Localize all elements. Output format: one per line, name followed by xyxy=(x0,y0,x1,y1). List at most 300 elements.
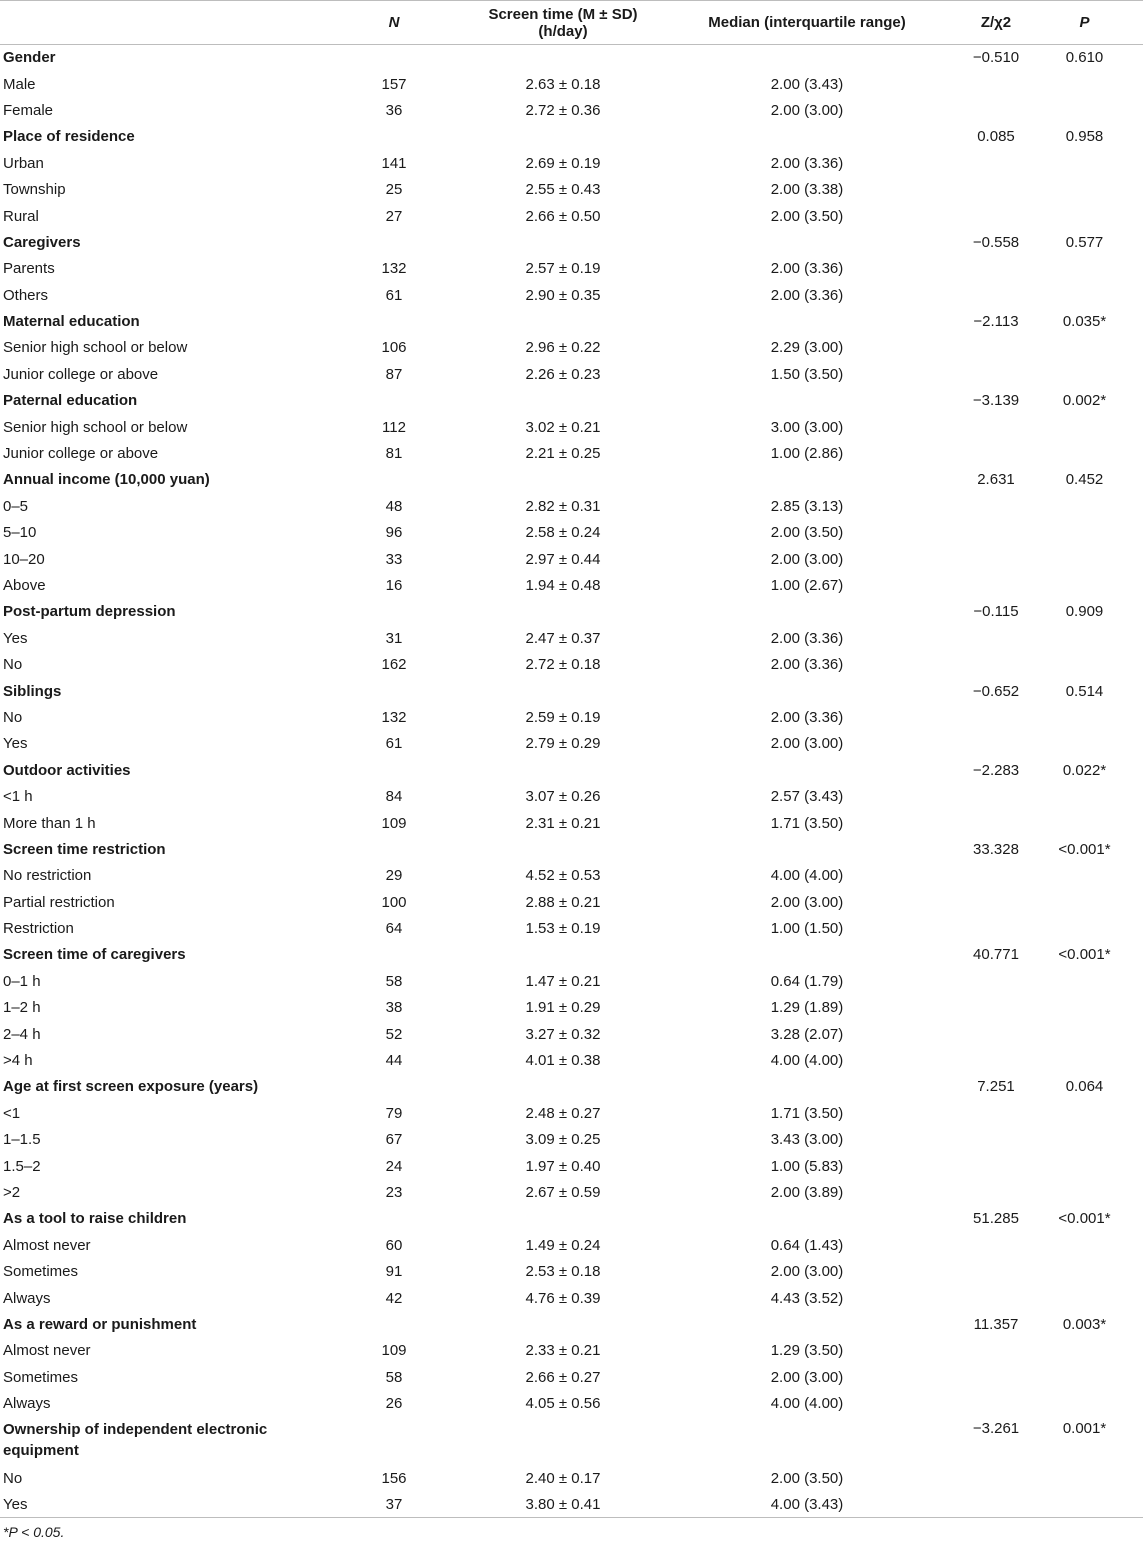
cell-mean-sd xyxy=(478,678,648,704)
cell-p-value xyxy=(1026,176,1143,202)
cell-z-chi2: −2.113 xyxy=(973,313,1019,331)
row-label: 0–1 h xyxy=(3,972,41,990)
cell-median-iqr: 2.00 (3.50) xyxy=(770,1469,844,1487)
row-label: More than 1 h xyxy=(3,814,96,832)
table-row xyxy=(0,203,1143,229)
table-group-row xyxy=(0,467,1143,493)
table-group-row xyxy=(0,229,1143,255)
cell-mean-sd: 3.07 ± 0.26 xyxy=(525,788,601,806)
cell-median-iqr xyxy=(648,678,966,704)
cell-mean-sd: 1.49 ± 0.24 xyxy=(525,1236,601,1254)
cell-mean-sd: 2.88 ± 0.21 xyxy=(525,893,601,911)
cell-median-iqr: 2.00 (3.00) xyxy=(770,101,844,119)
cell-median-iqr: 2.00 (3.89) xyxy=(770,1183,844,1201)
cell-mean-sd: 2.26 ± 0.23 xyxy=(525,365,601,383)
table-group-row xyxy=(0,1206,1143,1232)
cell-median-iqr: 1.71 (3.50) xyxy=(770,814,844,832)
cell-mean-sd: 2.57 ± 0.19 xyxy=(525,260,601,278)
cell-median-iqr: 1.50 (3.50) xyxy=(770,365,844,383)
table-row xyxy=(0,282,1143,308)
table-row xyxy=(0,1021,1143,1047)
cell-median-iqr: 4.00 (3.43) xyxy=(648,1491,966,1517)
cell-z-chi2: −0.115 xyxy=(973,603,1019,621)
table-group-row xyxy=(0,388,1143,414)
cell-n: 38 xyxy=(385,999,403,1017)
cell-z-chi2: 2.631 xyxy=(977,471,1015,489)
row-label: Annual income (10,000 yuan) xyxy=(3,471,210,489)
cell-median-iqr: 3.28 (2.07) xyxy=(770,1025,844,1043)
row-label: Sometimes xyxy=(3,1368,79,1386)
cell-n xyxy=(310,467,478,493)
header-screen-time: Screen time (M ± SD) (h/day) xyxy=(478,1,648,45)
cell-n: 67 xyxy=(385,1131,403,1149)
row-label: <1 h xyxy=(3,788,33,806)
header-p: P xyxy=(1026,1,1143,45)
cell-median-iqr: 4.00 (4.00) xyxy=(770,1395,844,1413)
cell-mean-sd: 2.72 ± 0.36 xyxy=(525,101,601,119)
cell-mean-sd: 2.82 ± 0.31 xyxy=(525,497,601,515)
cell-p-value xyxy=(1026,1232,1143,1258)
table-row xyxy=(0,520,1143,546)
row-label: 1.5–2 xyxy=(3,1157,41,1175)
cell-median-iqr: 2.00 (3.43) xyxy=(770,75,844,93)
cell-mean-sd: 1.91 ± 0.29 xyxy=(525,999,601,1017)
cell-z-chi2 xyxy=(966,520,1026,546)
cell-z-chi2 xyxy=(966,493,1026,519)
cell-z-chi2 xyxy=(966,97,1026,123)
cell-z-chi2 xyxy=(966,1100,1026,1126)
cell-z-chi2: 11.357 xyxy=(973,1315,1019,1333)
cell-median-iqr xyxy=(648,1417,966,1465)
cell-n: 61 xyxy=(385,735,403,753)
cell-p-value xyxy=(1026,493,1143,519)
cell-n xyxy=(310,942,478,968)
cell-mean-sd: 2.33 ± 0.21 xyxy=(525,1342,601,1360)
row-label: Sometimes xyxy=(3,1263,79,1281)
table-row xyxy=(0,731,1143,757)
cell-median-iqr: 1.71 (3.50) xyxy=(770,1104,844,1122)
table-row xyxy=(0,625,1143,651)
cell-median-iqr: 1.00 (2.67) xyxy=(770,577,844,594)
row-label: >2 xyxy=(3,1183,21,1201)
cell-median-iqr: 2.00 (3.00) xyxy=(770,1368,844,1386)
cell-n xyxy=(310,388,478,414)
cell-p-value xyxy=(1026,1021,1143,1047)
cell-n: 37 xyxy=(310,1491,478,1517)
cell-p-value: 0.958 xyxy=(1065,128,1104,146)
cell-median-iqr: 2.29 (3.00) xyxy=(770,339,844,357)
cell-p-value: 0.035* xyxy=(1062,313,1107,331)
table-row xyxy=(0,1179,1143,1205)
cell-median-iqr: 1.00 (1.50) xyxy=(770,920,844,938)
table-row xyxy=(0,995,1143,1021)
cell-n: 91 xyxy=(385,1263,403,1281)
table-row xyxy=(0,1465,1143,1491)
cell-mean-sd xyxy=(478,599,648,625)
cell-z-chi2 xyxy=(966,783,1026,809)
row-label: No xyxy=(3,1469,23,1487)
row-label: 1–1.5 xyxy=(3,1131,41,1149)
cell-mean-sd: 2.59 ± 0.19 xyxy=(525,708,601,726)
cell-mean-sd: 2.58 ± 0.24 xyxy=(525,524,601,542)
row-label: Yes xyxy=(3,735,28,753)
table-row xyxy=(0,915,1143,941)
cell-z-chi2 xyxy=(966,1127,1026,1153)
table-row xyxy=(0,1364,1143,1390)
cell-median-iqr xyxy=(648,45,966,71)
cell-p-value xyxy=(1026,863,1143,889)
cell-mean-sd: 2.66 ± 0.50 xyxy=(525,207,601,225)
cell-median-iqr: 2.00 (3.50) xyxy=(770,207,844,225)
cell-mean-sd: 1.97 ± 0.40 xyxy=(525,1157,601,1175)
cell-p-value xyxy=(1026,1364,1143,1390)
cell-p-value xyxy=(1026,783,1143,809)
cell-z-chi2 xyxy=(966,1285,1026,1311)
cell-n: 132 xyxy=(381,708,407,726)
cell-p-value: 0.452 xyxy=(1065,471,1104,489)
cell-n xyxy=(310,1074,478,1100)
table-row xyxy=(0,1153,1143,1179)
cell-p-value xyxy=(1026,440,1143,466)
cell-mean-sd xyxy=(478,45,648,71)
cell-z-chi2: 33.328 xyxy=(973,840,1019,858)
cell-mean-sd: 2.31 ± 0.21 xyxy=(525,814,601,832)
cell-n: 31 xyxy=(385,629,403,647)
header-median: Median (interquartile range) xyxy=(648,1,966,45)
cell-n: 16 xyxy=(385,577,403,594)
table-group-row xyxy=(0,1074,1143,1100)
cell-n: 23 xyxy=(385,1183,403,1201)
cell-mean-sd xyxy=(478,1074,648,1100)
cell-n: 36 xyxy=(385,101,403,119)
cell-z-chi2 xyxy=(966,572,1026,598)
row-label: Rural xyxy=(3,207,39,225)
table-row xyxy=(0,256,1143,282)
cell-mean-sd xyxy=(478,1206,648,1232)
cell-mean-sd xyxy=(478,836,648,862)
cell-mean-sd: 2.67 ± 0.59 xyxy=(525,1183,601,1201)
cell-p-value xyxy=(1026,1127,1143,1153)
cell-p-value: 0.610 xyxy=(1065,49,1104,67)
cell-z-chi2 xyxy=(966,150,1026,176)
table-group-row xyxy=(0,599,1143,625)
row-label: Senior high school or below xyxy=(3,339,188,357)
cell-p-value xyxy=(1026,256,1143,282)
row-label: Yes xyxy=(3,629,28,647)
row-label: Maternal education xyxy=(3,313,140,331)
cell-p-value xyxy=(1026,1390,1143,1416)
row-label: Township xyxy=(3,181,66,199)
cell-mean-sd: 3.27 ± 0.32 xyxy=(525,1025,601,1043)
cell-mean-sd: 2.79 ± 0.29 xyxy=(525,735,601,753)
row-label: Urban xyxy=(3,154,44,172)
cell-n xyxy=(310,757,478,783)
cell-p-value xyxy=(1026,1047,1143,1073)
cell-median-iqr: 4.00 (4.00) xyxy=(770,867,844,885)
table-row xyxy=(0,1100,1143,1126)
cell-n: 84 xyxy=(385,788,403,806)
row-label: Place of residence xyxy=(3,128,135,146)
cell-z-chi2: −3.139 xyxy=(972,392,1020,410)
cell-z-chi2 xyxy=(966,915,1026,941)
cell-z-chi2 xyxy=(966,968,1026,994)
row-label: Siblings xyxy=(3,682,62,700)
row-label: Post-partum depression xyxy=(3,603,176,621)
cell-n: 24 xyxy=(385,1157,403,1175)
cell-n: 48 xyxy=(385,497,403,515)
table-group-row xyxy=(0,124,1143,150)
cell-z-chi2: 40.771 xyxy=(973,946,1019,964)
cell-p-value xyxy=(1026,704,1143,730)
table-body xyxy=(0,45,1143,1518)
cell-median-iqr xyxy=(648,124,966,150)
cell-mean-sd: 2.47 ± 0.37 xyxy=(525,629,601,647)
cell-z-chi2 xyxy=(966,414,1026,440)
cell-p-value xyxy=(1026,546,1143,572)
cell-mean-sd: 4.05 ± 0.56 xyxy=(525,1395,601,1413)
cell-mean-sd xyxy=(478,388,648,414)
cell-n xyxy=(310,1417,478,1465)
cell-z-chi2 xyxy=(966,1153,1026,1179)
cell-n: 96 xyxy=(385,524,403,542)
cell-median-iqr: 1.00 (2.86) xyxy=(770,445,844,463)
table-row xyxy=(0,1127,1143,1153)
cell-p-value: 0.064 xyxy=(1065,1078,1104,1096)
cell-mean-sd: 3.02 ± 0.21 xyxy=(525,418,601,436)
row-label: Caregivers xyxy=(3,233,81,251)
table-row xyxy=(0,71,1143,97)
cell-p-value: <0.001* xyxy=(1058,1210,1111,1228)
cell-p-value xyxy=(1026,97,1143,123)
cell-z-chi2 xyxy=(966,1021,1026,1047)
cell-z-chi2 xyxy=(966,731,1026,757)
table-group-row xyxy=(0,757,1143,783)
cell-n: 58 xyxy=(385,1368,403,1386)
cell-n: 26 xyxy=(385,1395,403,1413)
cell-mean-sd: 4.76 ± 0.39 xyxy=(525,1289,601,1307)
cell-z-chi2: −0.558 xyxy=(972,233,1020,251)
table-row xyxy=(0,1338,1143,1364)
cell-mean-sd: 2.63 ± 0.18 xyxy=(525,75,601,93)
cell-p-value xyxy=(1026,1179,1143,1205)
cell-n: 109 xyxy=(381,814,407,832)
row-label: >4 h xyxy=(3,1052,33,1070)
cell-n: 25 xyxy=(385,181,403,199)
cell-p-value xyxy=(1026,1285,1143,1311)
cell-median-iqr: 2.00 (3.36) xyxy=(770,656,844,674)
cell-p-value xyxy=(1026,520,1143,546)
cell-n xyxy=(310,599,478,625)
cell-z-chi2: −0.510 xyxy=(972,49,1020,67)
table-row xyxy=(0,651,1143,677)
row-label: Restriction xyxy=(3,920,74,938)
cell-n: 64 xyxy=(385,920,403,938)
cell-z-chi2: 51.285 xyxy=(973,1210,1019,1228)
row-label: Female xyxy=(3,101,54,119)
table-row xyxy=(0,889,1143,915)
cell-z-chi2 xyxy=(966,1047,1026,1073)
cell-p-value: 0.514 xyxy=(1065,682,1104,700)
row-label: 0–5 xyxy=(3,497,29,515)
table-row xyxy=(0,150,1143,176)
cell-z-chi2 xyxy=(966,1364,1026,1390)
cell-median-iqr: 2.00 (3.38) xyxy=(770,181,844,199)
cell-median-iqr: 2.85 (3.13) xyxy=(770,497,844,515)
cell-n: 33 xyxy=(385,550,403,568)
cell-z-chi2 xyxy=(966,1338,1026,1364)
table-header-row xyxy=(0,1,1143,45)
cell-p-value xyxy=(1026,361,1143,387)
row-label: Partial restriction xyxy=(3,893,115,911)
cell-z-chi2 xyxy=(966,889,1026,915)
cell-mean-sd: 3.80 ± 0.41 xyxy=(478,1491,648,1517)
row-label: Outdoor activities xyxy=(3,761,131,779)
cell-median-iqr: 2.00 (3.36) xyxy=(770,708,844,726)
cell-n xyxy=(310,124,478,150)
cell-z-chi2 xyxy=(966,546,1026,572)
cell-p-value xyxy=(1026,651,1143,677)
cell-z-chi2 xyxy=(966,1491,1026,1517)
table-row xyxy=(0,810,1143,836)
cell-z-chi2 xyxy=(966,1179,1026,1205)
cell-median-iqr: 0.64 (1.43) xyxy=(770,1236,844,1254)
cell-n: 44 xyxy=(385,1052,403,1070)
cell-median-iqr: 2.57 (3.43) xyxy=(770,788,844,806)
cell-p-value xyxy=(1026,71,1143,97)
cell-n xyxy=(310,836,478,862)
cell-z-chi2 xyxy=(966,1390,1026,1416)
cell-p-value xyxy=(1026,282,1143,308)
table-row xyxy=(0,176,1143,202)
row-label: Age at first screen exposure (years) xyxy=(3,1078,259,1096)
cell-n: 52 xyxy=(385,1025,403,1043)
row-label: No xyxy=(3,708,23,726)
cell-median-iqr: 3.00 (3.00) xyxy=(770,418,844,436)
cell-n: 112 xyxy=(382,418,406,436)
row-label: Always xyxy=(3,1289,51,1307)
row-label: 1–2 h xyxy=(3,999,41,1017)
cell-p-value xyxy=(1026,1338,1143,1364)
cell-p-value xyxy=(1026,1100,1143,1126)
row-label: Screen time restriction xyxy=(3,840,166,858)
cell-n xyxy=(310,229,478,255)
cell-z-chi2 xyxy=(966,863,1026,889)
table-row xyxy=(0,1285,1143,1311)
table-row xyxy=(0,1491,1143,1517)
cell-z-chi2 xyxy=(966,704,1026,730)
cell-p-value xyxy=(1026,1153,1143,1179)
cell-mean-sd: 2.66 ± 0.27 xyxy=(525,1368,601,1386)
cell-z-chi2: −2.283 xyxy=(972,761,1020,779)
cell-n: 81 xyxy=(385,445,403,463)
cell-p-value: <0.001* xyxy=(1058,946,1111,964)
row-label: 2–4 h xyxy=(3,1025,41,1043)
cell-n: 141 xyxy=(381,154,407,172)
cell-n: 132 xyxy=(381,260,407,278)
cell-z-chi2 xyxy=(966,203,1026,229)
row-label: As a reward or punishment xyxy=(3,1315,197,1333)
row-label: 10–20 xyxy=(3,550,45,568)
cell-p-value: 0.577 xyxy=(1065,233,1104,251)
cell-median-iqr xyxy=(648,1074,966,1100)
cell-n: 79 xyxy=(385,1104,403,1122)
row-label: <1 xyxy=(3,1104,21,1122)
cell-n: 109 xyxy=(381,1342,407,1360)
cell-z-chi2 xyxy=(966,176,1026,202)
row-label: Others xyxy=(3,286,49,304)
cell-p-value xyxy=(1026,414,1143,440)
table-footnote: *P < 0.05. xyxy=(3,1524,65,1541)
cell-median-iqr xyxy=(648,467,966,493)
cell-p-value xyxy=(1026,968,1143,994)
cell-mean-sd xyxy=(478,229,648,255)
cell-median-iqr xyxy=(648,942,966,968)
cell-n: 87 xyxy=(385,365,403,383)
cell-z-chi2 xyxy=(966,995,1026,1021)
cell-z-chi2 xyxy=(966,1465,1026,1491)
table-group-row xyxy=(0,45,1143,71)
cell-n: 29 xyxy=(385,867,403,885)
table-group-row xyxy=(0,836,1143,862)
cell-median-iqr xyxy=(648,308,966,334)
cell-z-chi2 xyxy=(966,625,1026,651)
table-row xyxy=(0,546,1143,572)
cell-z-chi2 xyxy=(966,282,1026,308)
cell-p-value xyxy=(1026,335,1143,361)
cell-median-iqr xyxy=(648,757,966,783)
cell-p-value xyxy=(1026,572,1143,598)
cell-mean-sd: 2.96 ± 0.22 xyxy=(525,339,601,357)
cell-z-chi2 xyxy=(966,256,1026,282)
table-row xyxy=(0,493,1143,519)
table-row xyxy=(0,783,1143,809)
table-group-row xyxy=(0,308,1143,334)
cell-p-value xyxy=(1026,625,1143,651)
cell-mean-sd: 2.55 ± 0.43 xyxy=(525,181,601,199)
cell-median-iqr: 2.00 (3.36) xyxy=(770,260,844,278)
cell-p-value: <0.001* xyxy=(1058,840,1111,858)
cell-z-chi2: 0.085 xyxy=(977,128,1015,146)
cell-median-iqr: 2.00 (3.00) xyxy=(770,1263,844,1281)
table-row xyxy=(0,335,1143,361)
cell-n xyxy=(310,308,478,334)
row-label: Always xyxy=(3,1395,51,1413)
cell-p-value xyxy=(1026,889,1143,915)
cell-median-iqr xyxy=(648,1311,966,1337)
cell-n: 58 xyxy=(385,972,403,990)
header-variable xyxy=(0,1,310,45)
cell-mean-sd: 2.53 ± 0.18 xyxy=(525,1263,601,1281)
cell-p-value xyxy=(1026,1258,1143,1284)
cell-n xyxy=(310,678,478,704)
table-row xyxy=(0,361,1143,387)
row-label: No restriction xyxy=(3,867,92,885)
cell-median-iqr: 4.43 (3.52) xyxy=(770,1289,844,1307)
cell-mean-sd: 2.69 ± 0.19 xyxy=(525,154,601,172)
cell-z-chi2 xyxy=(966,1232,1026,1258)
cell-p-value: 0.001* xyxy=(1062,1419,1107,1437)
cell-z-chi2 xyxy=(966,1258,1026,1284)
table-row xyxy=(0,440,1143,466)
table-group-row xyxy=(0,942,1143,968)
table-row xyxy=(0,97,1143,123)
cell-mean-sd: 2.48 ± 0.27 xyxy=(525,1104,601,1122)
cell-mean-sd: 2.97 ± 0.44 xyxy=(525,550,601,568)
cell-median-iqr: 2.00 (3.36) xyxy=(770,629,844,647)
cell-median-iqr: 4.00 (4.00) xyxy=(770,1052,844,1070)
cell-p-value xyxy=(1026,810,1143,836)
row-label: As a tool to raise children xyxy=(3,1210,187,1228)
